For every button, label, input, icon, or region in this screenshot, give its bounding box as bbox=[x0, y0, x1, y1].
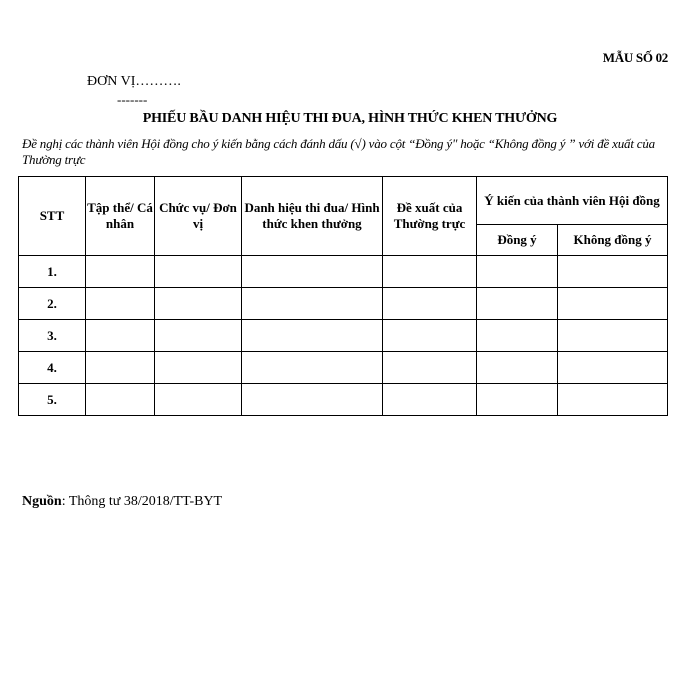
cell-position[interactable] bbox=[155, 256, 242, 288]
cell-agree[interactable] bbox=[477, 320, 558, 352]
cell-agree[interactable] bbox=[477, 256, 558, 288]
source-label: Nguồn bbox=[22, 494, 62, 509]
cell-agree[interactable] bbox=[477, 352, 558, 384]
header-collective: Tập thể/ Cá nhân bbox=[86, 177, 155, 256]
header-disagree: Không đồng ý bbox=[558, 225, 668, 256]
cell-award-title[interactable] bbox=[242, 352, 383, 384]
cell-position[interactable] bbox=[155, 384, 242, 416]
cell-position[interactable] bbox=[155, 320, 242, 352]
row-number: 5. bbox=[19, 384, 86, 416]
header-opinion: Ý kiến của thành viên Hội đồng bbox=[477, 177, 668, 225]
header-agree: Đồng ý bbox=[477, 225, 558, 256]
table-row bbox=[19, 256, 668, 288]
cell-agree[interactable] bbox=[477, 288, 558, 320]
header-award-title: Danh hiệu thi đua/ Hình thức khen thưởng bbox=[242, 177, 383, 256]
cell-disagree[interactable] bbox=[558, 320, 668, 352]
source-note bbox=[22, 494, 222, 510]
cell-collective[interactable] bbox=[86, 320, 155, 352]
table-row bbox=[19, 384, 668, 416]
source-text: : Thông tư 38/2018/TT-BYT bbox=[61, 494, 223, 509]
voting-table bbox=[18, 176, 668, 416]
cell-disagree[interactable] bbox=[558, 384, 668, 416]
cell-proposal[interactable] bbox=[383, 288, 477, 320]
unit-underline: ------- bbox=[117, 92, 148, 107]
row-number: 4. bbox=[19, 352, 86, 384]
table-row bbox=[19, 288, 668, 320]
cell-disagree[interactable] bbox=[558, 256, 668, 288]
instruction-text: Đề nghị các thành viên Hội đồng cho ý kiến bằng cách đánh dấu (√) vào cột “Đồng ý" hoặc “Không đồng ý ” với đề xuất của Thường trực bbox=[22, 136, 655, 167]
cell-agree[interactable] bbox=[477, 384, 558, 416]
cell-proposal[interactable] bbox=[383, 256, 477, 288]
cell-position[interactable] bbox=[155, 288, 242, 320]
row-number: 2. bbox=[19, 288, 86, 320]
cell-position[interactable] bbox=[155, 352, 242, 384]
row-number: 1. bbox=[19, 256, 86, 288]
cell-proposal[interactable] bbox=[383, 320, 477, 352]
form-code: MẪU SỐ 02 bbox=[602, 50, 668, 65]
table-row bbox=[19, 320, 668, 352]
cell-proposal[interactable] bbox=[383, 384, 477, 416]
cell-award-title[interactable] bbox=[242, 384, 383, 416]
cell-collective[interactable] bbox=[86, 256, 155, 288]
row-number: 3. bbox=[19, 320, 86, 352]
cell-disagree[interactable] bbox=[558, 288, 668, 320]
cell-collective[interactable] bbox=[86, 288, 155, 320]
header-position: Chức vụ/ Đơn vị bbox=[155, 177, 242, 256]
table-row bbox=[19, 352, 668, 384]
header-proposal: Đề xuất của Thường trực bbox=[383, 177, 477, 256]
unit-label: ĐƠN VỊ………. bbox=[87, 74, 181, 89]
cell-collective[interactable] bbox=[86, 352, 155, 384]
cell-collective[interactable] bbox=[86, 384, 155, 416]
cell-proposal[interactable] bbox=[383, 352, 477, 384]
page-title: PHIẾU BẦU DANH HIỆU THI ĐUA, HÌNH THỨC KHEN THƯỞNG bbox=[142, 111, 558, 126]
cell-award-title[interactable] bbox=[242, 288, 383, 320]
cell-award-title[interactable] bbox=[242, 256, 383, 288]
cell-disagree[interactable] bbox=[558, 352, 668, 384]
header-stt: STT bbox=[19, 177, 86, 256]
cell-award-title[interactable] bbox=[242, 320, 383, 352]
